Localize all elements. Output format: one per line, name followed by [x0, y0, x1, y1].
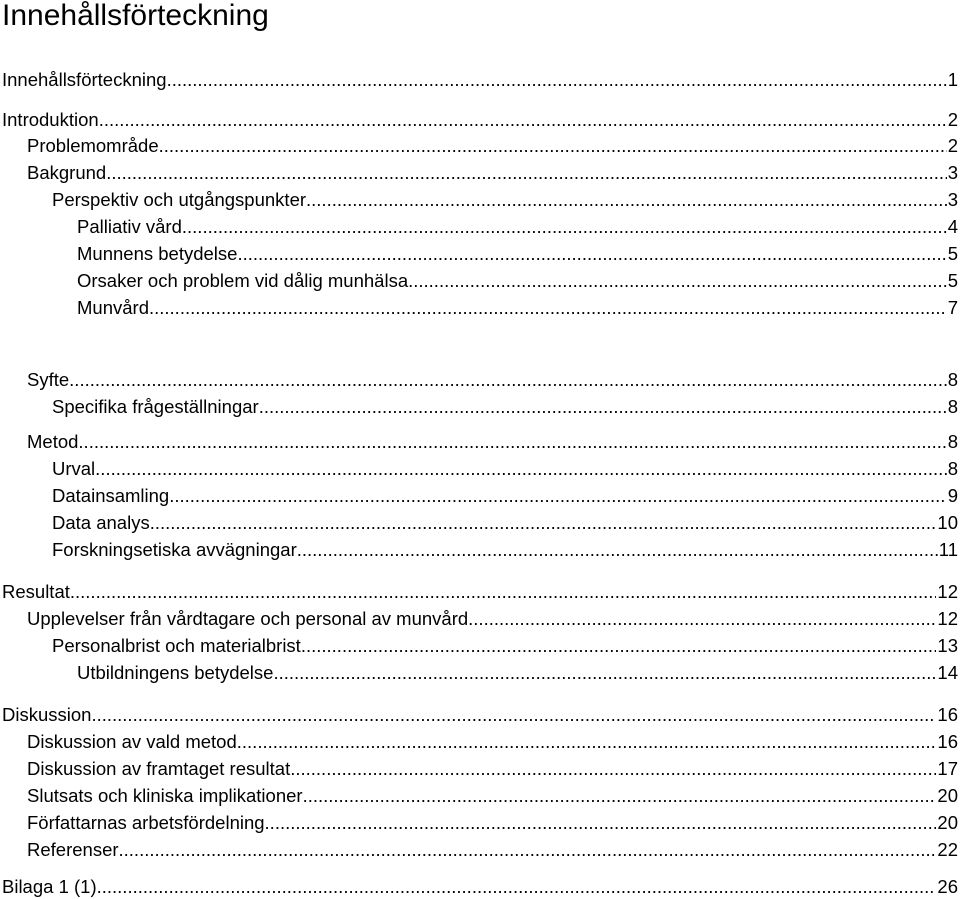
- toc-entry[interactable]: [52, 456, 958, 480]
- toc-entry-title: Bakgrund: [27, 162, 107, 183]
- toc-entry-title: Resultat: [2, 581, 70, 602]
- toc-entry-page-number: 13: [937, 635, 958, 656]
- toc-leader-dots: [273, 662, 936, 684]
- toc-entry-page-number: 17: [937, 758, 958, 779]
- toc-entry[interactable]: [27, 160, 958, 184]
- toc-entry-page-number: 1: [947, 69, 958, 90]
- toc-entry[interactable]: [27, 783, 958, 807]
- toc-entry-page-number: 8: [947, 369, 958, 390]
- toc-entry-title: Diskussion av vald metod: [27, 731, 237, 752]
- toc-leader-dots: [408, 270, 947, 292]
- toc-entry-page-number: 26: [937, 876, 958, 897]
- toc-entry[interactable]: [27, 429, 958, 453]
- toc-entry-page-number: 11: [938, 539, 958, 560]
- toc-leader-dots: [297, 539, 938, 561]
- toc-entry-title: Data analys: [52, 512, 150, 533]
- toc-entry[interactable]: [52, 537, 958, 561]
- toc-entry-title: Metod: [27, 431, 79, 452]
- toc-leader-dots: [119, 839, 937, 861]
- toc-leader-dots: [303, 785, 937, 807]
- toc-entry-page-number: 12: [937, 608, 958, 629]
- toc-entry[interactable]: [27, 729, 958, 753]
- toc-entry[interactable]: [2, 702, 958, 726]
- toc-entry-title: Innehållsförteckning: [2, 69, 167, 90]
- toc-entry-title: Diskussion: [2, 704, 92, 725]
- toc-entry-title: Orsaker och problem vid dålig munhälsa: [77, 270, 409, 291]
- toc-entry[interactable]: [2, 67, 958, 91]
- toc-entry-title: Perspektiv och utgångspunkter: [52, 189, 307, 210]
- toc-entry-page-number: 12: [937, 581, 958, 602]
- toc-entry-title: Urval: [52, 458, 96, 479]
- toc-entry-title: Munnens betydelse: [77, 243, 238, 264]
- toc-leader-dots: [265, 812, 937, 834]
- toc-entry-title: Problemområde: [27, 135, 159, 156]
- toc-leader-dots: [182, 216, 947, 238]
- toc-entry-title: Personalbrist och materialbrist: [52, 635, 301, 656]
- toc-leader-dots: [69, 369, 947, 391]
- toc-entry[interactable]: [52, 187, 958, 211]
- toc-entry[interactable]: [77, 241, 958, 265]
- toc-leader-dots: [301, 635, 937, 657]
- toc-entry-title: Syfte: [27, 369, 70, 390]
- toc-entry[interactable]: [2, 579, 958, 603]
- toc-entry-title: Utbildningens betydelse: [77, 662, 274, 683]
- toc-entry[interactable]: [77, 214, 958, 238]
- toc-entry-page-number: 3: [947, 189, 958, 210]
- toc-leader-dots: [159, 135, 947, 157]
- toc-entry[interactable]: [77, 295, 958, 319]
- toc-entry-page-number: 3: [947, 162, 958, 183]
- toc-entry-page-number: 9: [947, 485, 958, 506]
- toc-entry[interactable]: [2, 107, 958, 131]
- toc-entry-page-number: 16: [937, 704, 958, 725]
- toc-entry-page-number: 16: [937, 731, 958, 752]
- toc-entry-page-number: 2: [947, 135, 958, 156]
- toc-entry-page-number: 10: [937, 512, 958, 533]
- toc-entry[interactable]: [27, 606, 958, 630]
- toc-leader-dots: [237, 243, 946, 265]
- toc-leader-dots: [290, 758, 936, 780]
- toc-entry-page-number: 4: [947, 216, 958, 237]
- toc-entry-page-number: 8: [947, 458, 958, 479]
- toc-entry-page-number: 8: [947, 396, 958, 417]
- toc-leader-dots: [259, 396, 947, 418]
- toc-entry-title: Specifika frågeställningar: [52, 396, 259, 417]
- toc-entry[interactable]: [27, 133, 958, 157]
- toc-entry[interactable]: [52, 394, 958, 418]
- toc-entry[interactable]: [52, 633, 958, 657]
- toc-entry-title: Referenser: [27, 839, 119, 860]
- toc-leader-dots: [237, 731, 937, 753]
- toc-entry-title: Forskningsetiska avvägningar: [52, 539, 297, 560]
- toc-entry-page-number: 5: [947, 270, 958, 291]
- toc-entry-title: Introduktion: [2, 109, 99, 130]
- toc-leader-dots: [169, 485, 946, 507]
- toc-entry[interactable]: [27, 810, 958, 834]
- toc-entry[interactable]: [52, 483, 958, 507]
- toc-leader-dots: [70, 581, 937, 603]
- toc-entry-page-number: 5: [947, 243, 958, 264]
- page-title: Innehållsförteckning: [2, 0, 269, 32]
- toc-entry[interactable]: [52, 510, 958, 534]
- toc-entry[interactable]: [27, 837, 958, 861]
- toc-entry[interactable]: [27, 756, 958, 780]
- toc-leader-dots: [149, 297, 947, 319]
- toc-leader-dots: [95, 458, 947, 480]
- toc-leader-dots: [91, 704, 936, 726]
- toc-leader-dots: [99, 109, 947, 131]
- toc-leader-dots: [167, 69, 947, 91]
- toc-entry-title: Datainsamling: [52, 485, 170, 506]
- toc-leader-dots: [468, 608, 936, 630]
- toc-leader-dots: [306, 189, 947, 211]
- toc-leader-dots: [78, 431, 946, 453]
- toc-entry-title: Palliativ vård: [77, 216, 182, 237]
- toc-leader-dots: [150, 512, 937, 534]
- toc-entry-page-number: 7: [947, 297, 958, 318]
- toc-entry-page-number: 14: [937, 662, 958, 683]
- toc-leader-dots: [97, 876, 937, 898]
- toc-entry-title: Författarnas arbetsfördelning: [27, 812, 265, 833]
- toc-entry-page-number: 20: [937, 785, 958, 806]
- toc-entry-page-number: 2: [947, 109, 958, 130]
- toc-entry-title: Diskussion av framtaget resultat: [27, 758, 291, 779]
- toc-entry[interactable]: [27, 367, 958, 391]
- toc-leader-dots: [106, 162, 947, 184]
- toc-entry-page-number: 20: [937, 812, 958, 833]
- toc-entry-title: Slutsats och kliniska implikationer: [27, 785, 303, 806]
- toc-entry-title: Bilaga 1 (1): [2, 876, 97, 897]
- toc-entry-title: Upplevelser från vårdtagare och personal av munvård: [27, 608, 469, 629]
- toc-entry[interactable]: [2, 874, 958, 898]
- toc-entry-page-number: 22: [937, 839, 958, 860]
- toc-entry[interactable]: [77, 660, 958, 684]
- toc-entry-title: Munvård: [77, 297, 149, 318]
- toc-entry[interactable]: [77, 268, 958, 292]
- toc-entry-page-number: 8: [947, 431, 958, 452]
